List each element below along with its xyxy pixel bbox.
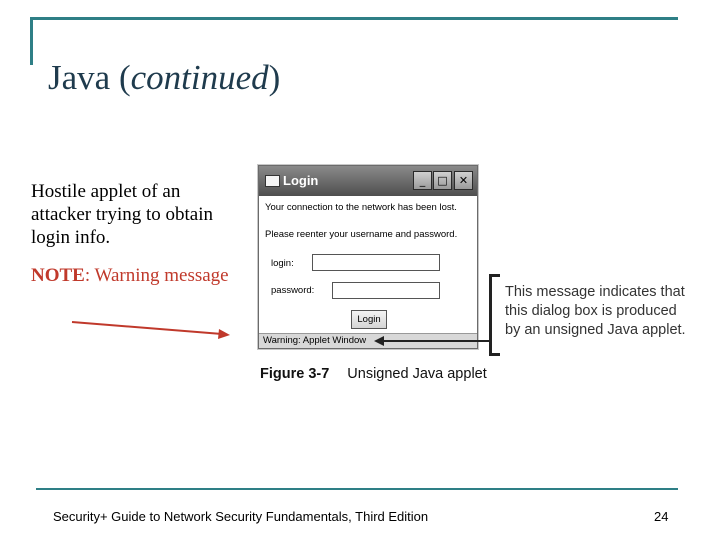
footer-text: Security+ Guide to Network Security Fundamentals, Third Edition (53, 509, 429, 524)
figure-caption (260, 366, 487, 382)
note-label: NOTE (31, 265, 85, 286)
applet-warning-status: Warning: Applet Window (259, 333, 477, 348)
figure-label: Figure 3-7 (260, 366, 330, 382)
bottom-rule (36, 488, 678, 490)
figure-caption-text: Unsigned Java applet (347, 366, 487, 382)
close-button[interactable]: ✕ (454, 171, 473, 190)
dialog-message-reenter: Please reenter your username and password. (265, 229, 458, 240)
login-dialog (258, 165, 478, 349)
black-arrow-icon (372, 335, 490, 347)
note-text: NOTE: Warning message (31, 265, 229, 286)
annotation-bracket (489, 274, 500, 356)
dialog-message-lost: Your connection to the network has been lost. (265, 202, 457, 213)
maximize-button[interactable]: □ (433, 171, 452, 190)
dialog-titlebar[interactable] (259, 166, 477, 196)
slide-title: Java (continued) (48, 58, 281, 97)
minimize-button[interactable]: _ (413, 171, 432, 190)
body-text: Hostile applet of an attacker trying to obtain login info. (31, 181, 214, 248)
top-rule (30, 17, 678, 20)
red-arrow-icon (70, 316, 235, 342)
password-input[interactable] (332, 282, 440, 299)
window-icon (265, 175, 280, 187)
login-input[interactable] (312, 254, 440, 271)
dialog-title: Login (283, 173, 319, 188)
annotation-text: This message indicates that this dialog box is produced by an unsigned Java applet. (505, 284, 686, 338)
page-number: 24 (654, 509, 669, 524)
password-label: password: (271, 285, 315, 296)
login-label: login: (271, 258, 294, 269)
login-button[interactable]: Login (351, 310, 387, 329)
left-rule (30, 17, 33, 65)
